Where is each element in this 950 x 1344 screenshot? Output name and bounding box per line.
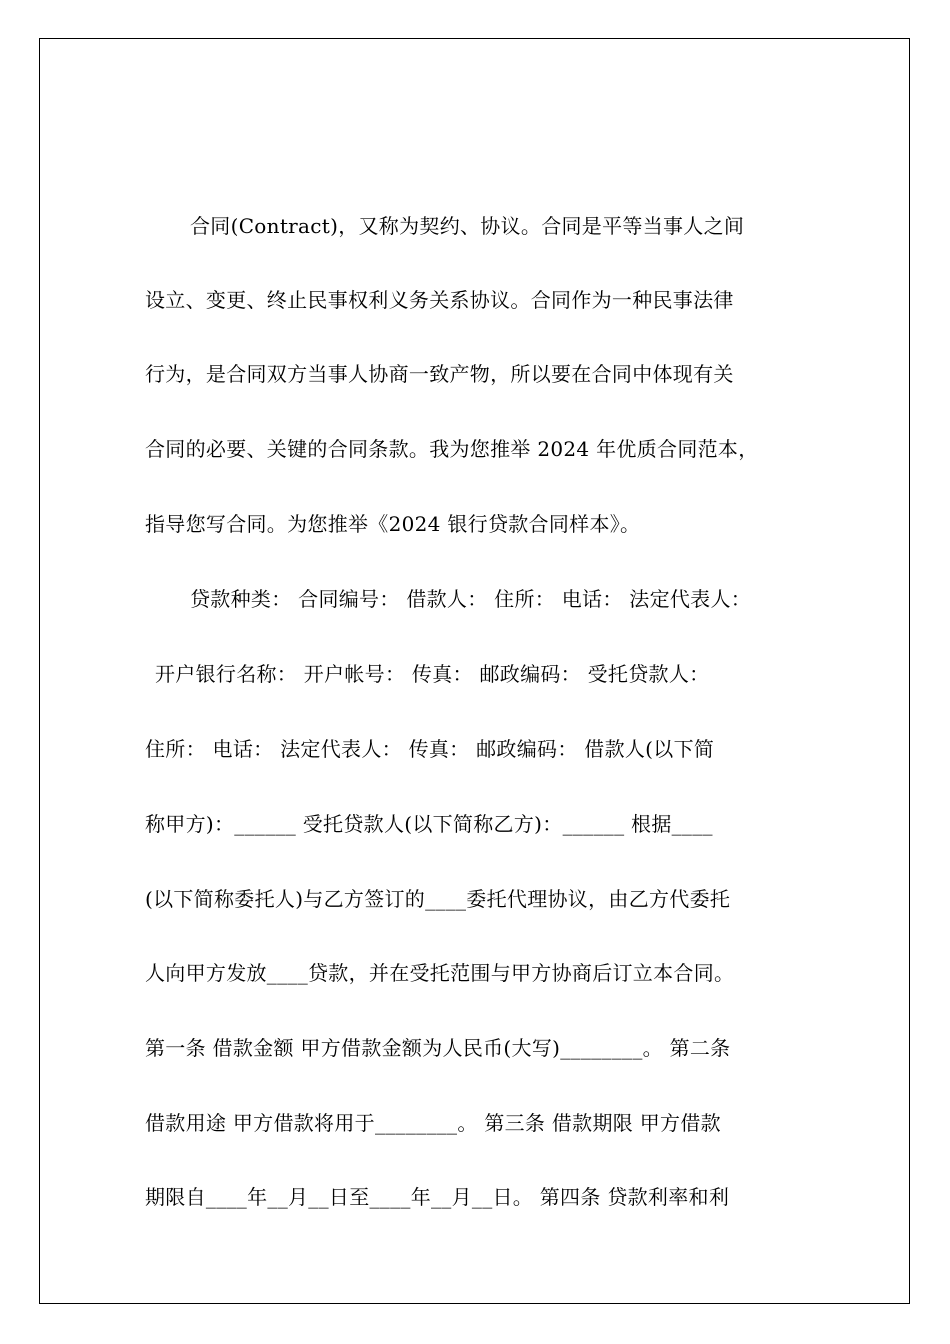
body-line-7: 开户银行名称： 开户帐号： 传真： 邮政编码： 受托贷款人： bbox=[155, 662, 710, 686]
body-line-13: 借款用途 甲方借款将用于________。 第三条 借款期限 甲方借款 bbox=[145, 1111, 721, 1135]
body-line-5: 指导您写合同。为您推举《2024 银行贷款合同样本》。 bbox=[145, 512, 641, 536]
body-line-2: 设立、变更、终止民事权利义务关系协议。合同作为一种民事法律 bbox=[145, 288, 734, 312]
body-line-8: 住所： 电话： 法定代表人： 传真： 邮政编码： 借款人(以下简 bbox=[145, 737, 715, 761]
body-line-1: 合同(Contract)，又称为契约、协议。合同是平等当事人之间 bbox=[190, 214, 745, 238]
body-line-6: 贷款种类： 合同编号： 借款人： 住所： 电话： 法定代表人： bbox=[190, 587, 752, 611]
body-line-11: 人向甲方发放____贷款，并在受托范围与甲方协商后订立本合同。 bbox=[145, 961, 735, 985]
body-line-10: (以下简称委托人)与乙方签订的____委托代理协议，由乙方代委托 bbox=[145, 887, 731, 911]
body-line-14: 期限自____年__月__日至____年__月__日。 第四条 贷款利率和利 bbox=[145, 1185, 730, 1209]
body-line-4: 合同的必要、关键的合同条款。我为您推举 2024 年优质合同范本， bbox=[145, 437, 759, 461]
body-line-9: 称甲方)：______ 受托贷款人(以下简称乙方)：______ 根据____ bbox=[145, 812, 713, 836]
body-line-12: 第一条 借款金额 甲方借款金额为人民币(大写)________。 第二条 bbox=[145, 1036, 731, 1060]
body-line-3: 行为，是合同双方当事人协商一致产物，所以要在合同中体现有关 bbox=[145, 362, 734, 386]
